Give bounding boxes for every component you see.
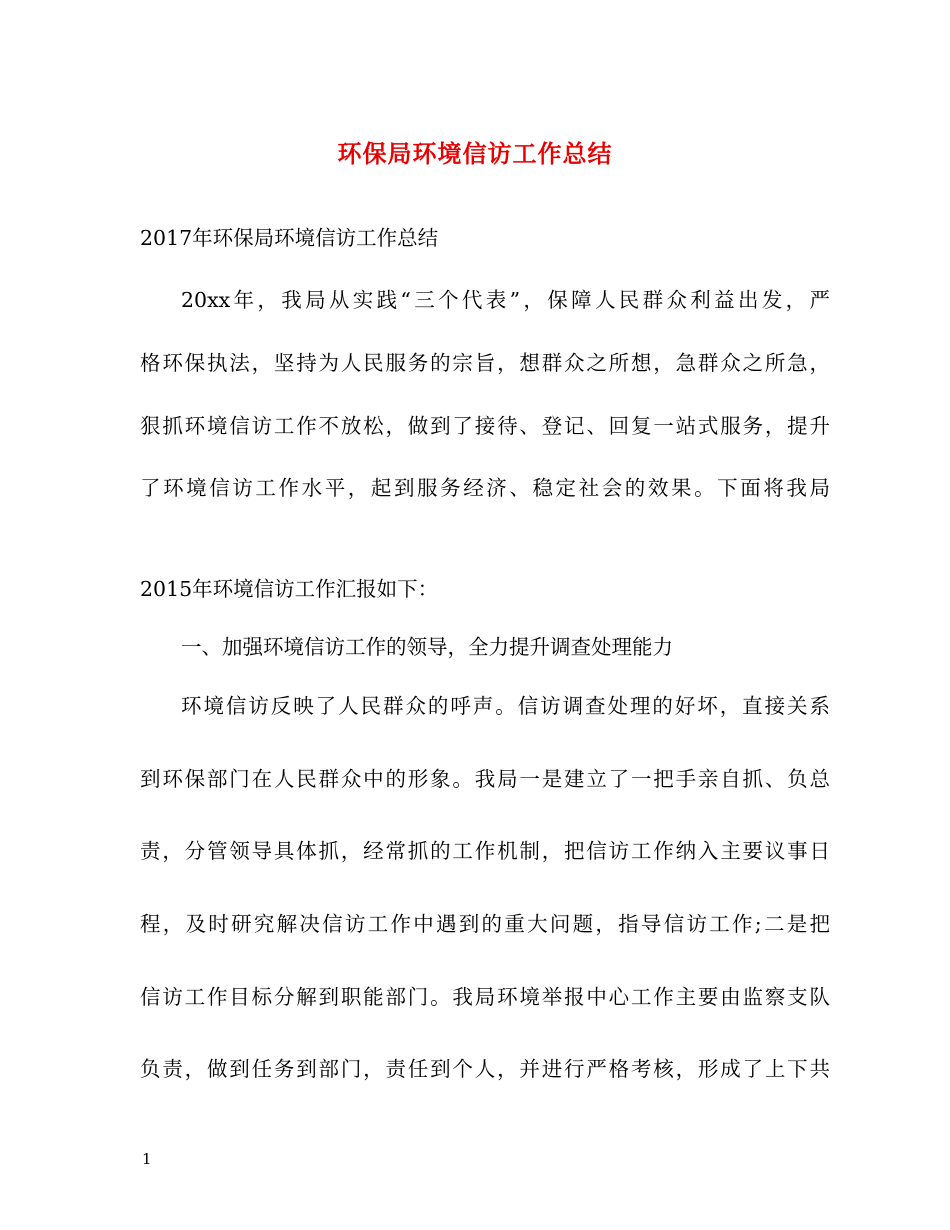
paragraph-line: 到环保部门在人民群众中的形象。我局一是建立了一把手亲自抓、负总: [140, 767, 830, 791]
paragraph-line: 了环境信访工作水平，起到服务经济、稳定社会的效果。下面将我局: [140, 476, 830, 500]
page-number: 1: [142, 1150, 152, 1168]
document-subtitle: 2017年环保局环境信访工作总结: [140, 226, 439, 250]
paragraph-line: 2015年环境信访工作汇报如下：: [140, 577, 439, 601]
section-heading: 一、加强环境信访工作的领导，全力提升调查处理能力: [181, 635, 673, 659]
paragraph-line: 责，分管领导具体抓，经常抓的工作机制，把信访工作纳入主要议事日: [140, 839, 830, 863]
document-title: 环保局环境信访工作总结: [337, 140, 613, 168]
paragraph-line: 格环保执法，坚持为人民服务的宗旨，想群众之所想，急群众之所急，: [140, 351, 830, 375]
paragraph-line: 狠抓环境信访工作不放松，做到了接待、登记、回复一站式服务，提升: [140, 414, 830, 438]
paragraph-line: 信访工作目标分解到职能部门。我局环境举报中心工作主要由监察支队: [140, 985, 830, 1009]
paragraph-line: 环境信访反映了人民群众的呼声。信访调查处理的好坏，直接关系: [181, 694, 830, 718]
paragraph-line: 负责，做到任务到部门，责任到个人，并进行严格考核，形成了上下共: [140, 1057, 830, 1081]
paragraph-line: 程，及时研究解决信访工作中遇到的重大问题，指导信访工作;二是把: [140, 912, 830, 936]
paragraph-line: 20xx年，我局从实践“三个代表”，保障人民群众利益出发，严: [181, 288, 830, 312]
